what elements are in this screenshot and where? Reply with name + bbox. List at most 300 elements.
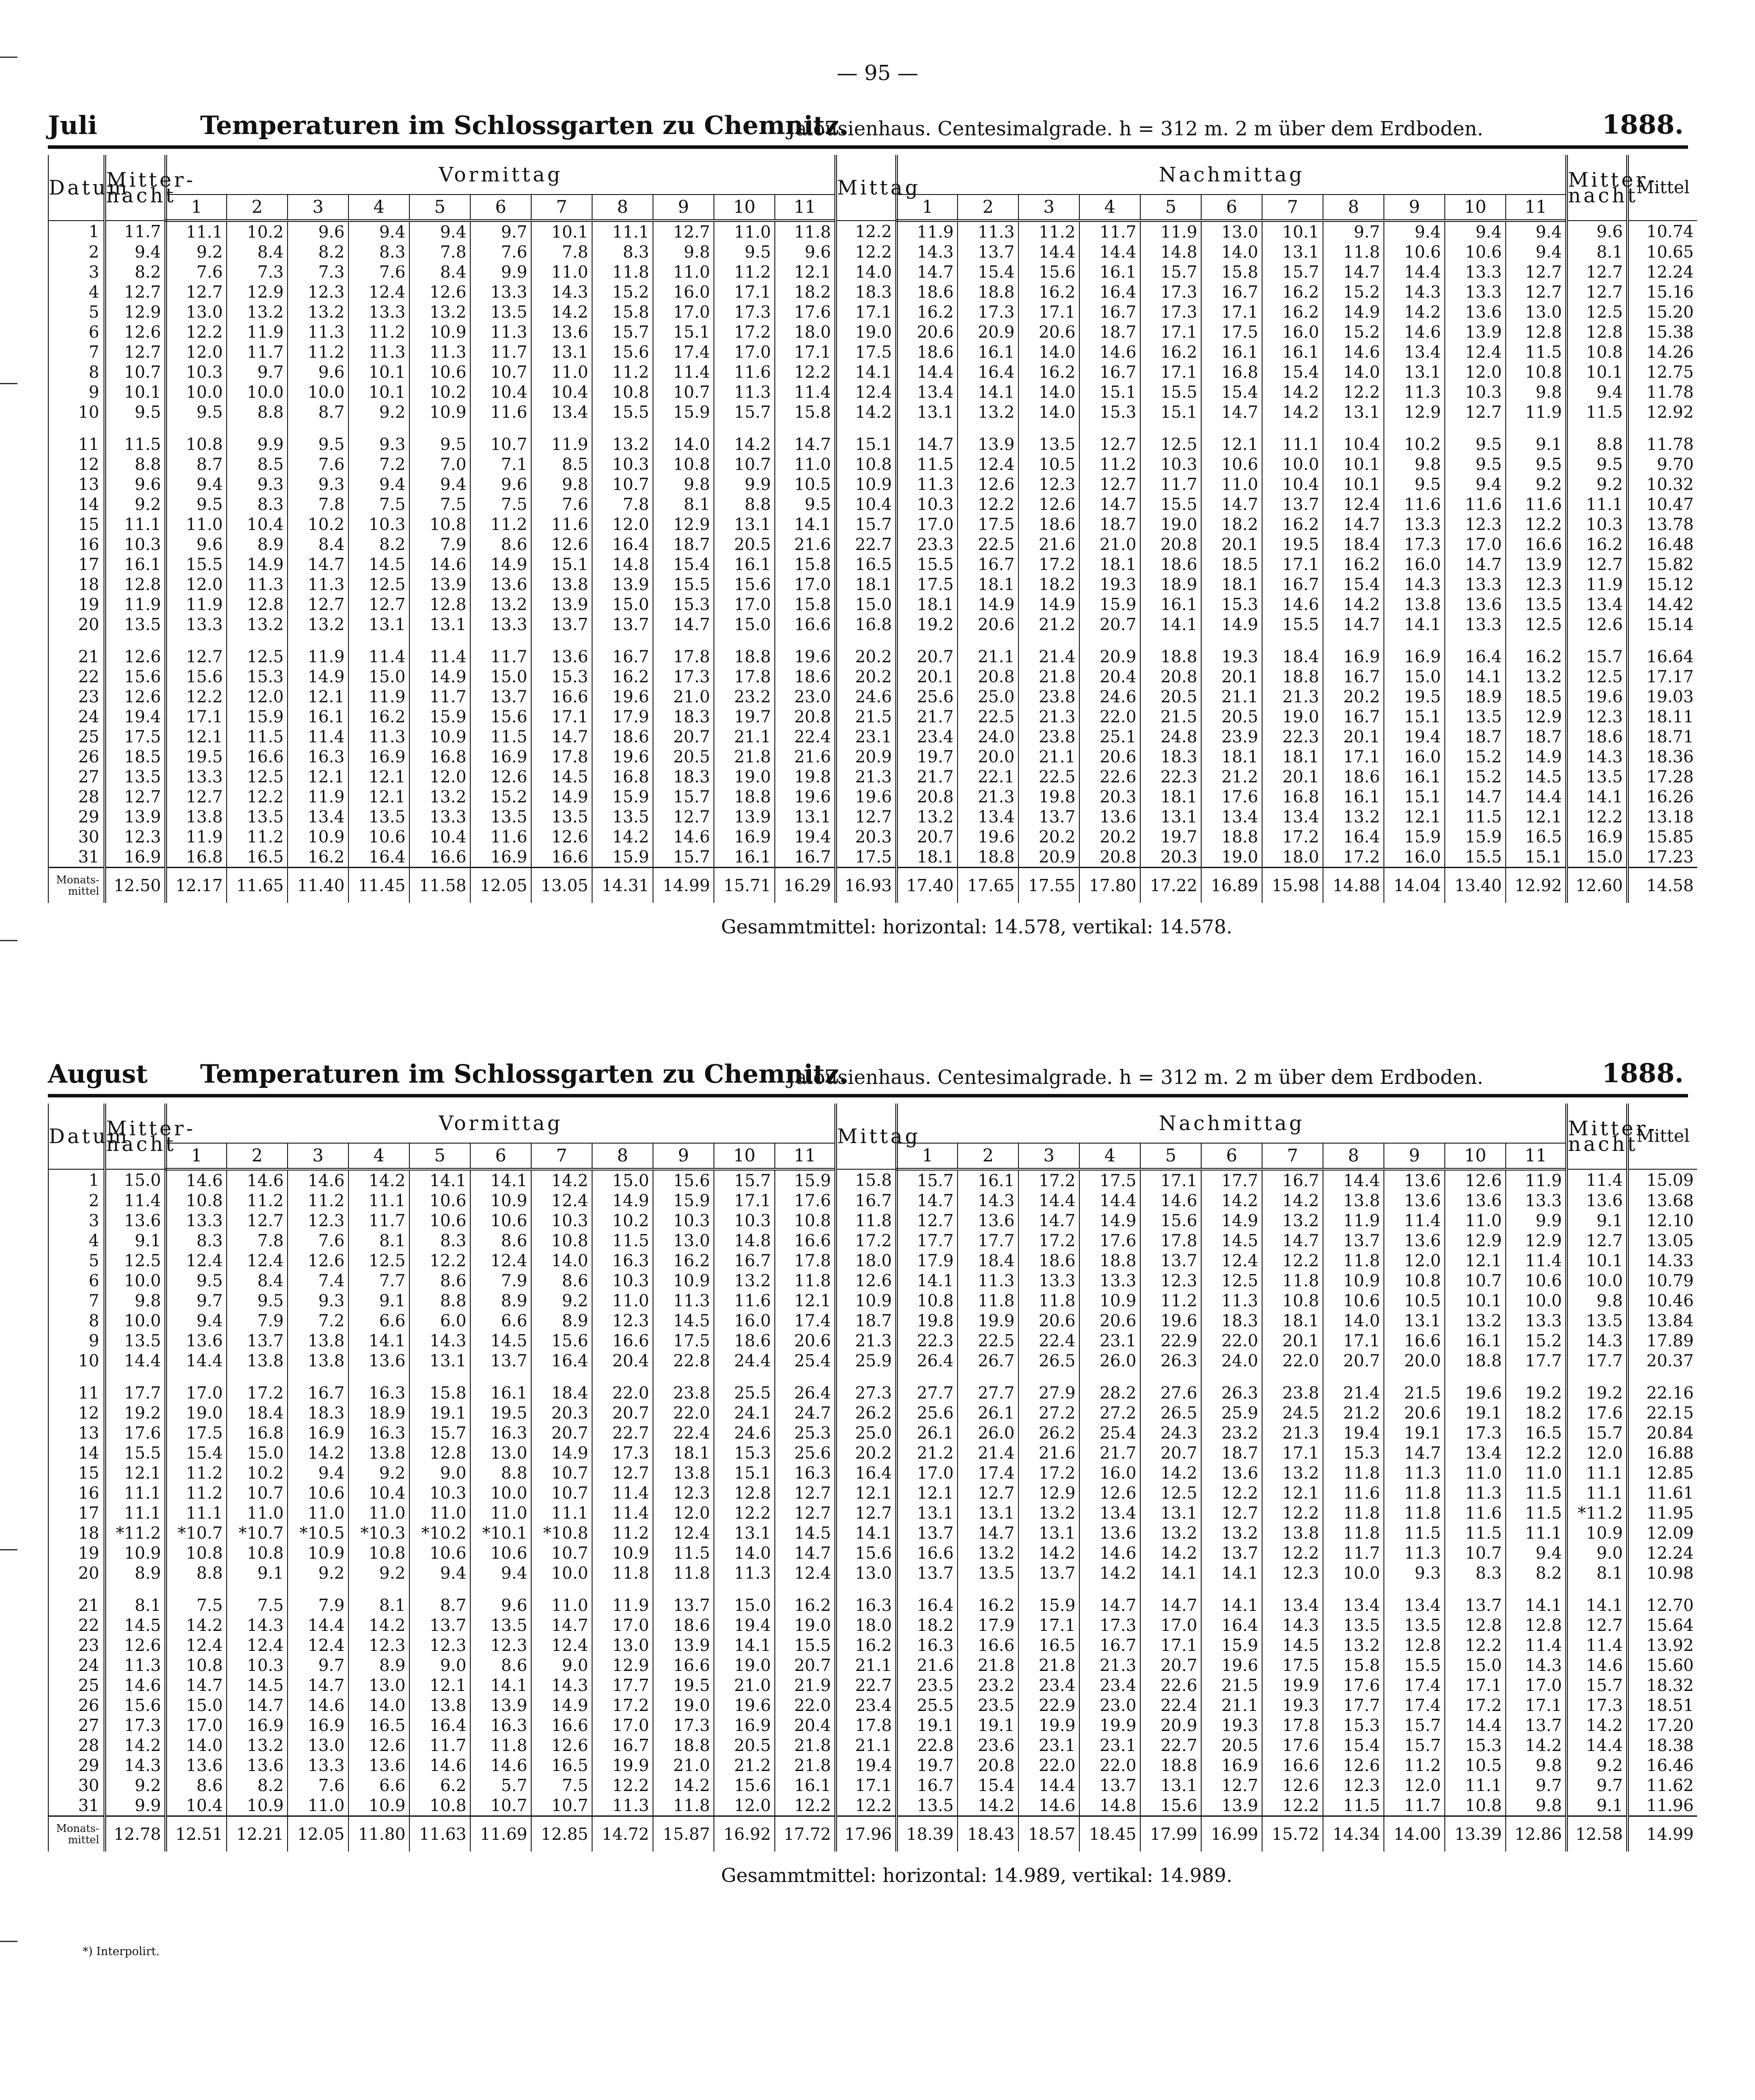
gap-cell bbox=[531, 422, 592, 434]
gap-cell bbox=[1262, 1583, 1323, 1595]
hour-header: 11 bbox=[775, 1143, 836, 1169]
temp-cell: 11.0 bbox=[1506, 1463, 1567, 1483]
temp-cell: *10.2 bbox=[409, 1523, 470, 1543]
temp-cell: 15.3 bbox=[1201, 594, 1262, 614]
temp-cell: 18.3 bbox=[836, 282, 897, 302]
temp-cell: 11.62 bbox=[1628, 1775, 1697, 1795]
temp-cell: 12.1 bbox=[897, 1483, 958, 1503]
temp-cell: 9.6 bbox=[470, 474, 531, 494]
temp-cell: 17.1 bbox=[531, 707, 592, 727]
table-row bbox=[48, 1231, 1697, 1251]
hour-header: 6 bbox=[1201, 195, 1262, 221]
temp-cell: 9.7 bbox=[166, 1291, 227, 1311]
temp-cell: 14.4 bbox=[105, 1351, 166, 1371]
temp-cell: 15.82 bbox=[1628, 554, 1697, 574]
temp-cell: 10.6 bbox=[288, 1483, 348, 1503]
table-row bbox=[48, 454, 1697, 474]
gap-cell bbox=[714, 1583, 775, 1595]
temp-cell: 10.32 bbox=[1628, 474, 1697, 494]
temp-cell: 25.6 bbox=[897, 1403, 958, 1423]
temp-cell: 15.8 bbox=[1323, 1655, 1384, 1675]
temp-cell: 21.2 bbox=[1201, 767, 1262, 787]
temp-cell: 17.1 bbox=[1262, 1443, 1323, 1463]
temp-cell: 13.8 bbox=[227, 1351, 288, 1371]
monthly-mean-row bbox=[48, 868, 1697, 903]
temp-cell: 11.9 bbox=[288, 787, 348, 807]
temp-cell: 9.4 bbox=[409, 221, 470, 242]
temp-cell: 8.3 bbox=[592, 242, 653, 262]
temp-cell: 13.2 bbox=[1018, 1503, 1079, 1523]
temp-cell: 11.0 bbox=[227, 1503, 288, 1523]
temp-cell: 22.5 bbox=[1018, 767, 1079, 787]
temp-cell: 22.5 bbox=[958, 707, 1018, 727]
temp-cell: 14.6 bbox=[227, 1169, 288, 1191]
temp-cell: 20.1 bbox=[1323, 727, 1384, 747]
gap-cell bbox=[348, 1371, 409, 1383]
temp-cell: 11.4 bbox=[105, 1191, 166, 1211]
temp-cell: 23.8 bbox=[1018, 727, 1079, 747]
temp-cell: 16.48 bbox=[1628, 534, 1697, 554]
temp-cell: 12.2 bbox=[1567, 807, 1628, 827]
temp-cell: 10.3 bbox=[105, 534, 166, 554]
temp-cell: 16.3 bbox=[348, 1383, 409, 1403]
temp-cell: 12.6 bbox=[531, 534, 592, 554]
temp-cell: 12.1 bbox=[1201, 434, 1262, 454]
temp-cell: 19.1 bbox=[409, 1403, 470, 1423]
temp-cell: 18.7 bbox=[1506, 727, 1567, 747]
hour-header: 4 bbox=[1079, 195, 1140, 221]
temp-cell: 12.6 bbox=[531, 827, 592, 847]
temp-cell: 12.9 bbox=[1384, 402, 1445, 422]
temp-cell: 17.2 bbox=[836, 1231, 897, 1251]
temp-cell: 13.2 bbox=[1140, 1523, 1201, 1543]
temp-cell: 16.1 bbox=[470, 1383, 531, 1403]
temp-cell: 16.5 bbox=[1018, 1635, 1079, 1655]
day-cell: 11 bbox=[48, 1383, 105, 1403]
temp-cell: 12.1 bbox=[409, 1675, 470, 1695]
day-cell: 27 bbox=[48, 767, 105, 787]
gap-cell bbox=[1445, 422, 1506, 434]
temp-cell: 14.1 bbox=[1140, 1563, 1201, 1583]
temp-cell: 19.3 bbox=[1201, 647, 1262, 667]
temp-cell: 9.5 bbox=[409, 434, 470, 454]
temp-cell: 11.0 bbox=[653, 262, 714, 282]
temp-cell: 12.0 bbox=[409, 767, 470, 787]
temp-cell: 16.6 bbox=[653, 1655, 714, 1675]
temp-cell: 10.8 bbox=[409, 514, 470, 534]
temp-cell: 16.1 bbox=[958, 342, 1018, 362]
temp-cell: 23.4 bbox=[836, 1695, 897, 1715]
gap-cell bbox=[48, 422, 105, 434]
temp-cell: 17.8 bbox=[836, 1715, 897, 1735]
temp-cell: 9.2 bbox=[531, 1291, 592, 1311]
table-title: Temperaturen im Schlossgarten zu Chemnitz. bbox=[200, 111, 848, 140]
temp-cell: 12.1 bbox=[348, 767, 409, 787]
temp-cell: 20.3 bbox=[1079, 787, 1140, 807]
temp-cell: 16.6 bbox=[958, 1635, 1018, 1655]
temp-cell: 23.8 bbox=[1018, 687, 1079, 707]
temp-cell: 20.0 bbox=[1384, 1351, 1445, 1371]
temp-cell: 16.7 bbox=[288, 1383, 348, 1403]
temp-cell: 22.0 bbox=[1079, 707, 1140, 727]
temp-cell: 8.1 bbox=[1567, 242, 1628, 262]
temp-cell: 18.32 bbox=[1628, 1675, 1697, 1695]
temp-cell: 19.1 bbox=[1384, 1423, 1445, 1443]
temp-cell: 12.7 bbox=[1567, 554, 1628, 574]
temp-cell: 10.9 bbox=[653, 1271, 714, 1291]
monthly-mean-cell: 12.60 bbox=[1567, 868, 1628, 903]
temp-cell: 10.46 bbox=[1628, 1291, 1697, 1311]
temp-cell: 14.0 bbox=[1018, 342, 1079, 362]
temp-cell: 13.4 bbox=[1445, 1443, 1506, 1463]
temp-cell: 14.3 bbox=[1384, 574, 1445, 594]
temp-cell: 13.9 bbox=[531, 594, 592, 614]
monthly-mean-cell: 14.88 bbox=[1323, 868, 1384, 903]
temp-cell: 11.1 bbox=[1567, 494, 1628, 514]
temp-cell: 9.6 bbox=[288, 221, 348, 242]
temp-cell: 11.5 bbox=[653, 1543, 714, 1563]
temp-cell: 13.5 bbox=[227, 807, 288, 827]
day-cell: 18 bbox=[48, 574, 105, 594]
temp-cell: 13.6 bbox=[958, 1211, 1018, 1231]
temp-cell: 17.17 bbox=[1628, 667, 1697, 687]
temp-cell: 11.2 bbox=[1384, 1755, 1445, 1775]
table-title: Temperaturen im Schlossgarten zu Chemnitz. bbox=[200, 1059, 848, 1089]
temp-cell: 12.2 bbox=[775, 362, 836, 382]
temp-cell: 14.1 bbox=[1201, 1595, 1262, 1615]
temp-cell: 11.78 bbox=[1628, 434, 1697, 454]
temp-cell: 14.7 bbox=[531, 1615, 592, 1635]
temp-cell: 9.6 bbox=[1567, 221, 1628, 242]
temp-cell: 25.9 bbox=[836, 1351, 897, 1371]
temp-cell: 16.4 bbox=[897, 1595, 958, 1615]
temp-cell: 12.2 bbox=[166, 687, 227, 707]
temp-cell: 17.7 bbox=[592, 1675, 653, 1695]
monthly-mean-cell: 15.72 bbox=[1262, 1816, 1323, 1852]
temp-cell: 12.6 bbox=[409, 282, 470, 302]
temp-cell: 18.3 bbox=[653, 707, 714, 727]
temp-cell: 11.4 bbox=[1506, 1635, 1567, 1655]
hour-header: 9 bbox=[1384, 1143, 1445, 1169]
temp-cell: 22.0 bbox=[1079, 1755, 1140, 1775]
temp-cell: 10.0 bbox=[105, 1271, 166, 1291]
gap-cell bbox=[288, 634, 348, 647]
monthly-mean-cell: 16.93 bbox=[836, 868, 897, 903]
monthly-mean-cell: 14.04 bbox=[1384, 868, 1445, 903]
temp-cell: 12.24 bbox=[1628, 262, 1697, 282]
temp-cell: 20.7 bbox=[531, 1423, 592, 1443]
table-row bbox=[48, 687, 1697, 707]
temp-cell: 16.5 bbox=[348, 1715, 409, 1735]
temp-cell: 14.6 bbox=[1018, 1795, 1079, 1816]
temp-cell: 17.0 bbox=[653, 302, 714, 322]
temp-cell: 12.8 bbox=[1506, 322, 1567, 342]
temp-cell: 10.2 bbox=[409, 382, 470, 402]
temp-cell: 13.3 bbox=[1506, 1191, 1567, 1211]
temp-cell: 11.6 bbox=[1445, 1503, 1506, 1523]
temp-cell: 16.6 bbox=[531, 687, 592, 707]
temp-cell: 12.4 bbox=[166, 1635, 227, 1655]
temp-cell: 15.6 bbox=[531, 1331, 592, 1351]
temp-cell: 10.7 bbox=[105, 362, 166, 382]
temp-cell: 13.1 bbox=[1018, 1523, 1079, 1543]
temp-cell: 11.3 bbox=[288, 574, 348, 594]
temp-cell: 14.1 bbox=[775, 514, 836, 534]
temp-cell: 19.0 bbox=[714, 1655, 775, 1675]
temp-cell: 10.9 bbox=[836, 474, 897, 494]
gap-cell bbox=[1445, 1371, 1506, 1383]
hour-header: 5 bbox=[409, 1143, 470, 1169]
temp-cell: 16.8 bbox=[1201, 362, 1262, 382]
temp-cell: 20.1 bbox=[1262, 1331, 1323, 1351]
temp-cell: 16.2 bbox=[1262, 282, 1323, 302]
temp-cell: 19.9 bbox=[1262, 1675, 1323, 1695]
temp-cell: 21.1 bbox=[836, 1735, 897, 1755]
temp-cell: 12.7 bbox=[897, 1211, 958, 1231]
temp-cell: 16.2 bbox=[1506, 647, 1567, 667]
temp-cell: 15.7 bbox=[592, 322, 653, 342]
temp-cell: 11.9 bbox=[1506, 402, 1567, 422]
temp-cell: 11.4 bbox=[1567, 1635, 1628, 1655]
temp-cell: 9.9 bbox=[105, 1795, 166, 1816]
temp-cell: 14.3 bbox=[531, 282, 592, 302]
gap-cell bbox=[958, 422, 1018, 434]
temp-cell: 16.1 bbox=[1384, 767, 1445, 787]
gap-cell bbox=[958, 1371, 1018, 1383]
temp-cell: 21.4 bbox=[958, 1443, 1018, 1463]
gap-cell bbox=[1140, 1371, 1201, 1383]
temp-cell: 18.6 bbox=[714, 1331, 775, 1351]
temp-cell: 13.2 bbox=[1323, 1635, 1384, 1655]
temp-cell: 13.1 bbox=[897, 1503, 958, 1523]
temp-cell: 10.4 bbox=[1323, 434, 1384, 454]
temp-cell: 15.0 bbox=[166, 1695, 227, 1715]
temp-cell: 10.8 bbox=[166, 434, 227, 454]
temp-cell: 10.2 bbox=[592, 1211, 653, 1231]
temp-cell: 22.4 bbox=[1140, 1695, 1201, 1715]
temp-cell: 17.0 bbox=[592, 1615, 653, 1635]
temp-cell: 17.6 bbox=[1201, 787, 1262, 807]
temp-cell: 19.03 bbox=[1628, 687, 1697, 707]
month-label: Juli bbox=[48, 111, 97, 140]
gap-cell bbox=[105, 634, 166, 647]
temp-cell: 7.3 bbox=[227, 262, 288, 282]
temp-cell: 18.6 bbox=[1323, 767, 1384, 787]
temp-cell: 17.7 bbox=[1201, 1169, 1262, 1191]
temp-cell: 14.7 bbox=[1079, 494, 1140, 514]
temp-cell: 9.0 bbox=[409, 1655, 470, 1675]
temp-cell: 15.38 bbox=[1628, 322, 1697, 342]
temp-cell: 12.9 bbox=[1506, 1231, 1567, 1251]
temp-cell: 11.1 bbox=[1262, 434, 1323, 454]
temp-cell: 13.7 bbox=[227, 1331, 288, 1351]
day-cell: 28 bbox=[48, 787, 105, 807]
temp-cell: 17.0 bbox=[1506, 1675, 1567, 1695]
temp-cell: 17.7 bbox=[1567, 1351, 1628, 1371]
temp-cell: 12.6 bbox=[1567, 614, 1628, 634]
temp-cell: 27.9 bbox=[1018, 1383, 1079, 1403]
table-row bbox=[48, 242, 1697, 262]
temp-cell: 14.2 bbox=[592, 827, 653, 847]
temp-cell: 9.7 bbox=[470, 221, 531, 242]
temp-cell: 11.3 bbox=[958, 221, 1018, 242]
table-row bbox=[48, 847, 1697, 868]
temp-cell: 15.14 bbox=[1628, 614, 1697, 634]
temp-cell: 12.7 bbox=[1567, 262, 1628, 282]
temp-cell: 12.8 bbox=[227, 594, 288, 614]
table-row bbox=[48, 827, 1697, 847]
temp-cell: 25.0 bbox=[836, 1423, 897, 1443]
temp-cell: 11.5 bbox=[470, 727, 531, 747]
temp-cell: 11.5 bbox=[897, 454, 958, 474]
temp-cell: 13.5 bbox=[1018, 434, 1079, 454]
temp-cell: 14.7 bbox=[775, 434, 836, 454]
temp-cell: 11.2 bbox=[470, 514, 531, 534]
day-cell: 3 bbox=[48, 262, 105, 282]
temp-cell: 17.1 bbox=[714, 1191, 775, 1211]
temp-cell: 11.0 bbox=[1201, 474, 1262, 494]
temp-cell: 13.0 bbox=[653, 1231, 714, 1251]
temp-cell: 21.7 bbox=[1079, 1443, 1140, 1463]
temp-cell: 10.4 bbox=[409, 827, 470, 847]
temp-cell: 17.5 bbox=[653, 1331, 714, 1351]
temp-cell: 13.3 bbox=[1018, 1271, 1079, 1291]
day-cell: 26 bbox=[48, 747, 105, 767]
temp-cell: 13.1 bbox=[1262, 242, 1323, 262]
temp-cell: 17.5 bbox=[897, 574, 958, 594]
gap-cell bbox=[166, 634, 227, 647]
temp-cell: 14.4 bbox=[1018, 1191, 1079, 1211]
temp-cell: 20.9 bbox=[1079, 647, 1140, 667]
temp-cell: 11.3 bbox=[1384, 382, 1445, 402]
temp-cell: 18.8 bbox=[714, 647, 775, 667]
col-header-mittel: Mittel bbox=[1628, 155, 1697, 221]
temp-cell: 11.5 bbox=[1445, 1523, 1506, 1543]
temp-cell: 19.8 bbox=[1018, 787, 1079, 807]
temp-cell: 14.6 bbox=[1323, 342, 1384, 362]
temp-cell: 8.1 bbox=[653, 494, 714, 514]
temp-cell: 19.6 bbox=[775, 787, 836, 807]
temp-cell: 14.2 bbox=[653, 1775, 714, 1795]
temp-cell: 19.9 bbox=[958, 1311, 1018, 1331]
temp-cell: 16.1 bbox=[1140, 594, 1201, 614]
table-row bbox=[48, 1503, 1697, 1523]
temp-cell: 12.1 bbox=[1384, 807, 1445, 827]
temp-cell: 23.4 bbox=[1018, 1675, 1079, 1695]
temp-cell: 22.0 bbox=[1018, 1755, 1079, 1775]
temp-cell: 9.7 bbox=[227, 362, 288, 382]
temp-cell: 20.3 bbox=[836, 827, 897, 847]
temp-cell: 14.1 bbox=[836, 362, 897, 382]
temp-cell: 16.9 bbox=[288, 1715, 348, 1735]
temp-cell: 14.4 bbox=[1018, 1775, 1079, 1795]
temp-cell: 16.2 bbox=[1018, 362, 1079, 382]
temp-cell: 16.9 bbox=[105, 847, 166, 868]
gap-cell bbox=[105, 1583, 166, 1595]
temp-cell: 16.2 bbox=[653, 1251, 714, 1271]
temp-cell: 12.0 bbox=[1384, 1251, 1445, 1271]
day-cell: 15 bbox=[48, 1463, 105, 1483]
temp-cell: 6.2 bbox=[409, 1775, 470, 1795]
temp-cell: 13.2 bbox=[1201, 1523, 1262, 1543]
temp-cell: 10.4 bbox=[1262, 474, 1323, 494]
temp-cell: 19.4 bbox=[1384, 727, 1445, 747]
temp-cell: 10.8 bbox=[1567, 342, 1628, 362]
temp-cell: 15.60 bbox=[1628, 1655, 1697, 1675]
temp-cell: 7.5 bbox=[227, 1595, 288, 1615]
temp-cell: 12.9 bbox=[105, 302, 166, 322]
temp-cell: 17.1 bbox=[714, 282, 775, 302]
table-row bbox=[48, 262, 1697, 282]
temp-cell: 14.8 bbox=[592, 554, 653, 574]
temp-cell: 8.4 bbox=[227, 1271, 288, 1291]
col-header-midnight: Mitter-nacht bbox=[1567, 155, 1628, 221]
temp-cell: 13.4 bbox=[1567, 594, 1628, 614]
temp-cell: 26.3 bbox=[1140, 1351, 1201, 1371]
temp-cell: 15.9 bbox=[1445, 827, 1506, 847]
gap-cell bbox=[1628, 422, 1697, 434]
temp-cell: 23.1 bbox=[1079, 1735, 1140, 1755]
temp-cell: 14.2 bbox=[1384, 302, 1445, 322]
temp-cell: 17.9 bbox=[592, 707, 653, 727]
temp-cell: 13.2 bbox=[1262, 1211, 1323, 1231]
table-row bbox=[48, 1291, 1697, 1311]
temp-cell: 18.0 bbox=[1262, 847, 1323, 868]
temp-cell: 13.5 bbox=[1506, 594, 1567, 614]
temp-cell: 18.8 bbox=[1079, 1251, 1140, 1271]
temp-cell: 24.6 bbox=[836, 687, 897, 707]
day-cell: 12 bbox=[48, 454, 105, 474]
temp-cell: 11.3 bbox=[1201, 1291, 1262, 1311]
temp-cell: 10.1 bbox=[1323, 474, 1384, 494]
temp-cell: 15.9 bbox=[1079, 594, 1140, 614]
gap-cell bbox=[1384, 634, 1445, 647]
temp-cell: 13.78 bbox=[1628, 514, 1697, 534]
temp-cell: 19.6 bbox=[775, 647, 836, 667]
temp-cell: 18.8 bbox=[1445, 1351, 1506, 1371]
temp-cell: 13.8 bbox=[1262, 1523, 1323, 1543]
temp-cell: 10.65 bbox=[1628, 242, 1697, 262]
temp-cell: 12.3 bbox=[288, 282, 348, 302]
temp-cell: 15.5 bbox=[897, 554, 958, 574]
temp-cell: 11.2 bbox=[227, 827, 288, 847]
temp-cell: 12.3 bbox=[592, 1311, 653, 1331]
temp-cell: 15.5 bbox=[592, 402, 653, 422]
temp-cell: 13.7 bbox=[1140, 1251, 1201, 1271]
temp-cell: 22.9 bbox=[1018, 1695, 1079, 1715]
temp-cell: 16.7 bbox=[1201, 282, 1262, 302]
temp-cell: 21.8 bbox=[775, 1735, 836, 1755]
table-row bbox=[48, 1443, 1697, 1463]
temp-cell: 13.1 bbox=[1140, 1503, 1201, 1523]
hour-header: 2 bbox=[958, 195, 1018, 221]
temp-cell: 12.3 bbox=[1262, 1563, 1323, 1583]
temp-cell: 13.1 bbox=[1323, 402, 1384, 422]
gap-cell bbox=[470, 422, 531, 434]
temp-cell: 27.6 bbox=[1140, 1383, 1201, 1403]
temp-cell: 17.0 bbox=[714, 594, 775, 614]
temp-cell: 18.6 bbox=[1018, 514, 1079, 534]
hour-header: 4 bbox=[348, 1143, 409, 1169]
day-cell: 19 bbox=[48, 1543, 105, 1563]
temp-cell: 19.2 bbox=[897, 614, 958, 634]
temp-cell: 16.4 bbox=[348, 847, 409, 868]
temp-cell: 17.1 bbox=[1140, 1635, 1201, 1655]
gap-cell bbox=[836, 1583, 897, 1595]
temp-cell: 18.6 bbox=[897, 342, 958, 362]
temp-cell: 10.3 bbox=[166, 362, 227, 382]
temp-cell: 16.1 bbox=[958, 1169, 1018, 1191]
